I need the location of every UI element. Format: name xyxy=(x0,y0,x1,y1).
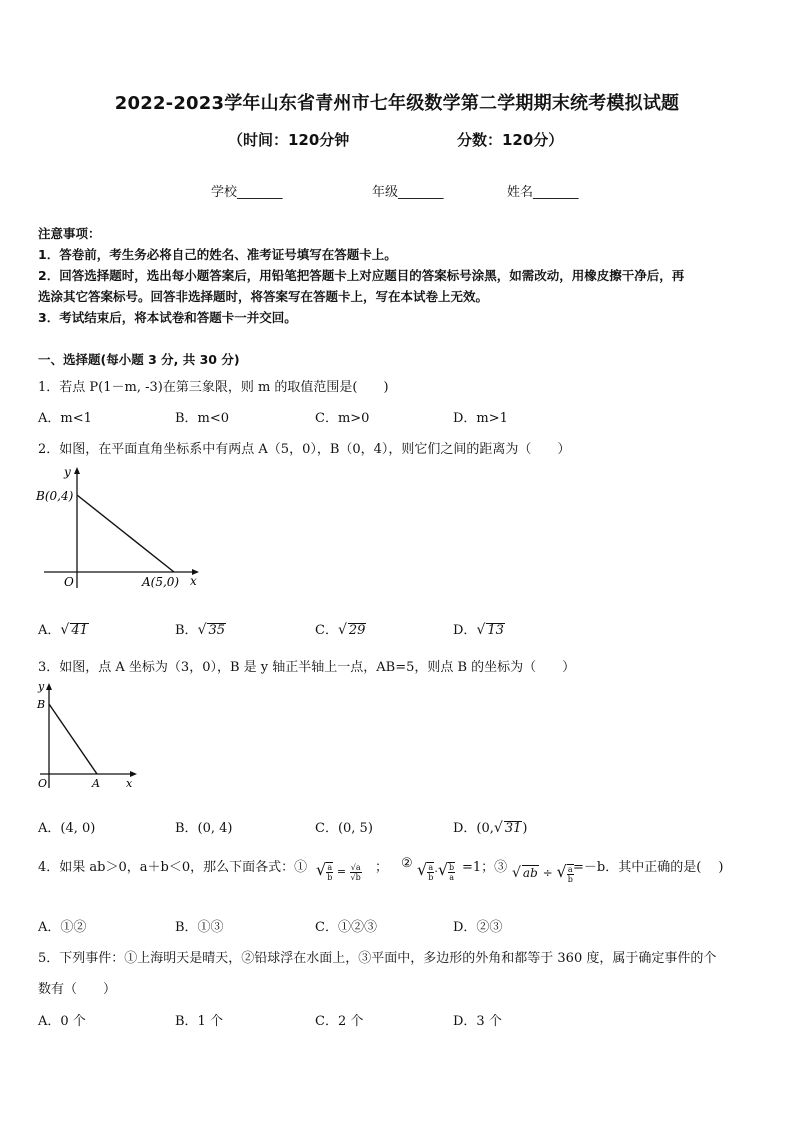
q3-label-y: y xyxy=(38,680,45,693)
notes-heading: 注意事项： xyxy=(38,226,101,241)
q3-option-a: A．(4, 0) xyxy=(38,821,96,836)
q4-e1-eq: = xyxy=(336,865,347,878)
q4-expr-3: √ ab ÷ √ $\frac{a}{b}$ xyxy=(512,862,573,884)
page-title: 2022-2023学年山东省青州市七年级数学第二学期期末统考模拟试题 xyxy=(114,93,680,114)
q3-stem: 3．如图，点 A 坐标为（3，0），B 是 y 轴正半轴上一点，AB=5，则点 B 的坐标为（ ） xyxy=(38,660,576,675)
q3-label-b: B xyxy=(37,698,46,711)
q4-e2-den2: a xyxy=(449,873,454,882)
q1-option-c: C．m>0 xyxy=(315,411,370,426)
q4-stem xyxy=(38,856,307,875)
q4-e3-div: ÷ xyxy=(542,866,553,880)
q3-option-c: C．(0, 5) xyxy=(315,821,373,836)
exam-time: （时间：120分钟 xyxy=(228,131,350,149)
note-2b: 选涂其它答案标号。回答非选择题时，将答案写在答题卡上，写在本试卷上无效。 xyxy=(38,289,489,304)
q5-option-c: C．2 个 xyxy=(315,1014,364,1029)
q4-e1-num: a xyxy=(327,863,333,872)
q4-marker-2: ② xyxy=(401,856,413,871)
q2-option-c-radicand: 29 xyxy=(348,623,366,638)
q2-option-c-label: C． xyxy=(315,623,338,638)
school-field: 学校_______ xyxy=(211,185,283,200)
q4-e2-num1: a xyxy=(428,863,434,872)
q3-label-a: A xyxy=(92,777,100,790)
q1-stem: 1．若点 P(1－m, -3)在第三象限，则 m 的取值范围是( ) xyxy=(38,380,389,395)
q2-label-x: x xyxy=(190,574,197,588)
q1-option-d: D．m>1 xyxy=(453,411,508,426)
q2-option-b-radicand: 35 xyxy=(208,623,226,638)
q2-label-b: B(0,4) xyxy=(36,489,74,503)
q4-e3-ab: ab xyxy=(522,866,538,880)
note-1: 1．答卷前，考生务必将自己的姓名、准考证号填写在答题卡上。 xyxy=(38,247,397,262)
q2-option-b-label: B． xyxy=(175,623,198,638)
q4-e1-rnum: √a xyxy=(350,862,361,872)
q2-option-c: C．√ 29 xyxy=(315,622,366,638)
q2-y-arrow xyxy=(74,467,80,474)
q5-option-b: B．1 个 xyxy=(175,1014,223,1029)
q4-e1-den: b xyxy=(327,873,333,882)
q1-option-a: A．m<1 xyxy=(38,411,92,426)
q3-label-o: O xyxy=(38,777,48,790)
q4-eq1: =1；③ xyxy=(462,860,508,875)
q2-option-b: B．√ 35 xyxy=(175,622,226,638)
q2-option-a-label: A． xyxy=(38,623,61,638)
q2-option-d-radicand: 13 xyxy=(487,623,504,638)
q2-option-d: D．√ 13 xyxy=(453,622,504,638)
q4-e2-den1: b xyxy=(428,873,434,882)
q3-option-d-label: D．(0, xyxy=(453,821,494,836)
q2-segment-ab xyxy=(77,495,174,572)
note-2a: 2．回答选择题时，选出每小题答案后，用铅笔把答题卡上对应题目的答案标号涂黑，如需改动，用橡皮擦干净后，再 xyxy=(38,268,685,283)
q4-option-a: A．①② xyxy=(38,920,87,935)
q4-option-d: D．②③ xyxy=(453,920,503,935)
q4-e3-den: b xyxy=(567,874,573,884)
q1-option-b: B．m<0 xyxy=(175,411,230,426)
q2-label-a: A(5,0) xyxy=(142,575,180,589)
grade-field: 年级_______ xyxy=(372,185,444,200)
q5-option-a: A．0 个 xyxy=(38,1014,86,1029)
q4-expr-1: √ $\frac{a}{b}$ = $\frac{√a}{√b}$ xyxy=(316,860,361,882)
q3-option-d-end: ) xyxy=(522,821,528,836)
note-3: 3．考试结束后，将本试卷和答题卡一并交回。 xyxy=(38,310,297,325)
q2-stem: 2．如图，在平面直角坐标系中有两点 A（5，0），B（0，4），则它们之间的距离为（ ） xyxy=(38,442,571,457)
q3-y-arrow xyxy=(46,683,52,690)
q3-label-x: x xyxy=(126,777,133,790)
q2-figure xyxy=(34,462,204,592)
q3-option-d: D．(0,√ 31) xyxy=(453,820,528,836)
section-heading: 一、选择题(每小题 3 分, 共 30 分) xyxy=(38,352,240,367)
q4-expr-2: √ $\frac{a}{b}$ ·√ $\frac{b}{a}$ xyxy=(417,860,455,882)
q5-option-d: D．3 个 xyxy=(453,1014,502,1029)
q3-figure xyxy=(34,678,144,793)
q4-e2-dot: · xyxy=(434,865,438,878)
q4-option-c: C．①②③ xyxy=(315,920,377,935)
q3-option-b: B．(0, 4) xyxy=(175,821,233,836)
exam-score: 分数：120分） xyxy=(457,131,564,149)
q4-e3-num: a xyxy=(567,864,573,874)
q5-stem-line2: 数有（ ） xyxy=(38,982,117,997)
q2-label-y: y xyxy=(64,465,71,479)
q5-stem-line1: 5．下列事件：①上海明天是晴天，②铅球浮在水面上，③平面中，多边形的外角和都等于 360 度，属于确定事件的个 xyxy=(38,951,717,966)
q3-option-d-radicand: 31 xyxy=(504,821,522,836)
q4-stem-intro: 4．如果 ab＞0，a＋b＜0，那么下面各式：① xyxy=(38,860,308,875)
q2-option-a-radicand: 41 xyxy=(71,623,88,638)
q2-option-a: A．√ 41 xyxy=(38,622,88,638)
q4-option-b: B．①③ xyxy=(175,920,224,935)
q2-option-d-label: D． xyxy=(453,623,477,638)
q4-e1-rden: √b xyxy=(350,872,361,882)
q4-stem-end: =－b．其中正确的是( ) xyxy=(573,860,724,875)
q4-e2-num2: b xyxy=(449,863,455,872)
q2-label-o: O xyxy=(64,575,74,589)
q3-segment-ab xyxy=(49,704,97,774)
name-field: 姓名_______ xyxy=(507,185,579,200)
q4-semicolon: ； xyxy=(375,860,389,875)
